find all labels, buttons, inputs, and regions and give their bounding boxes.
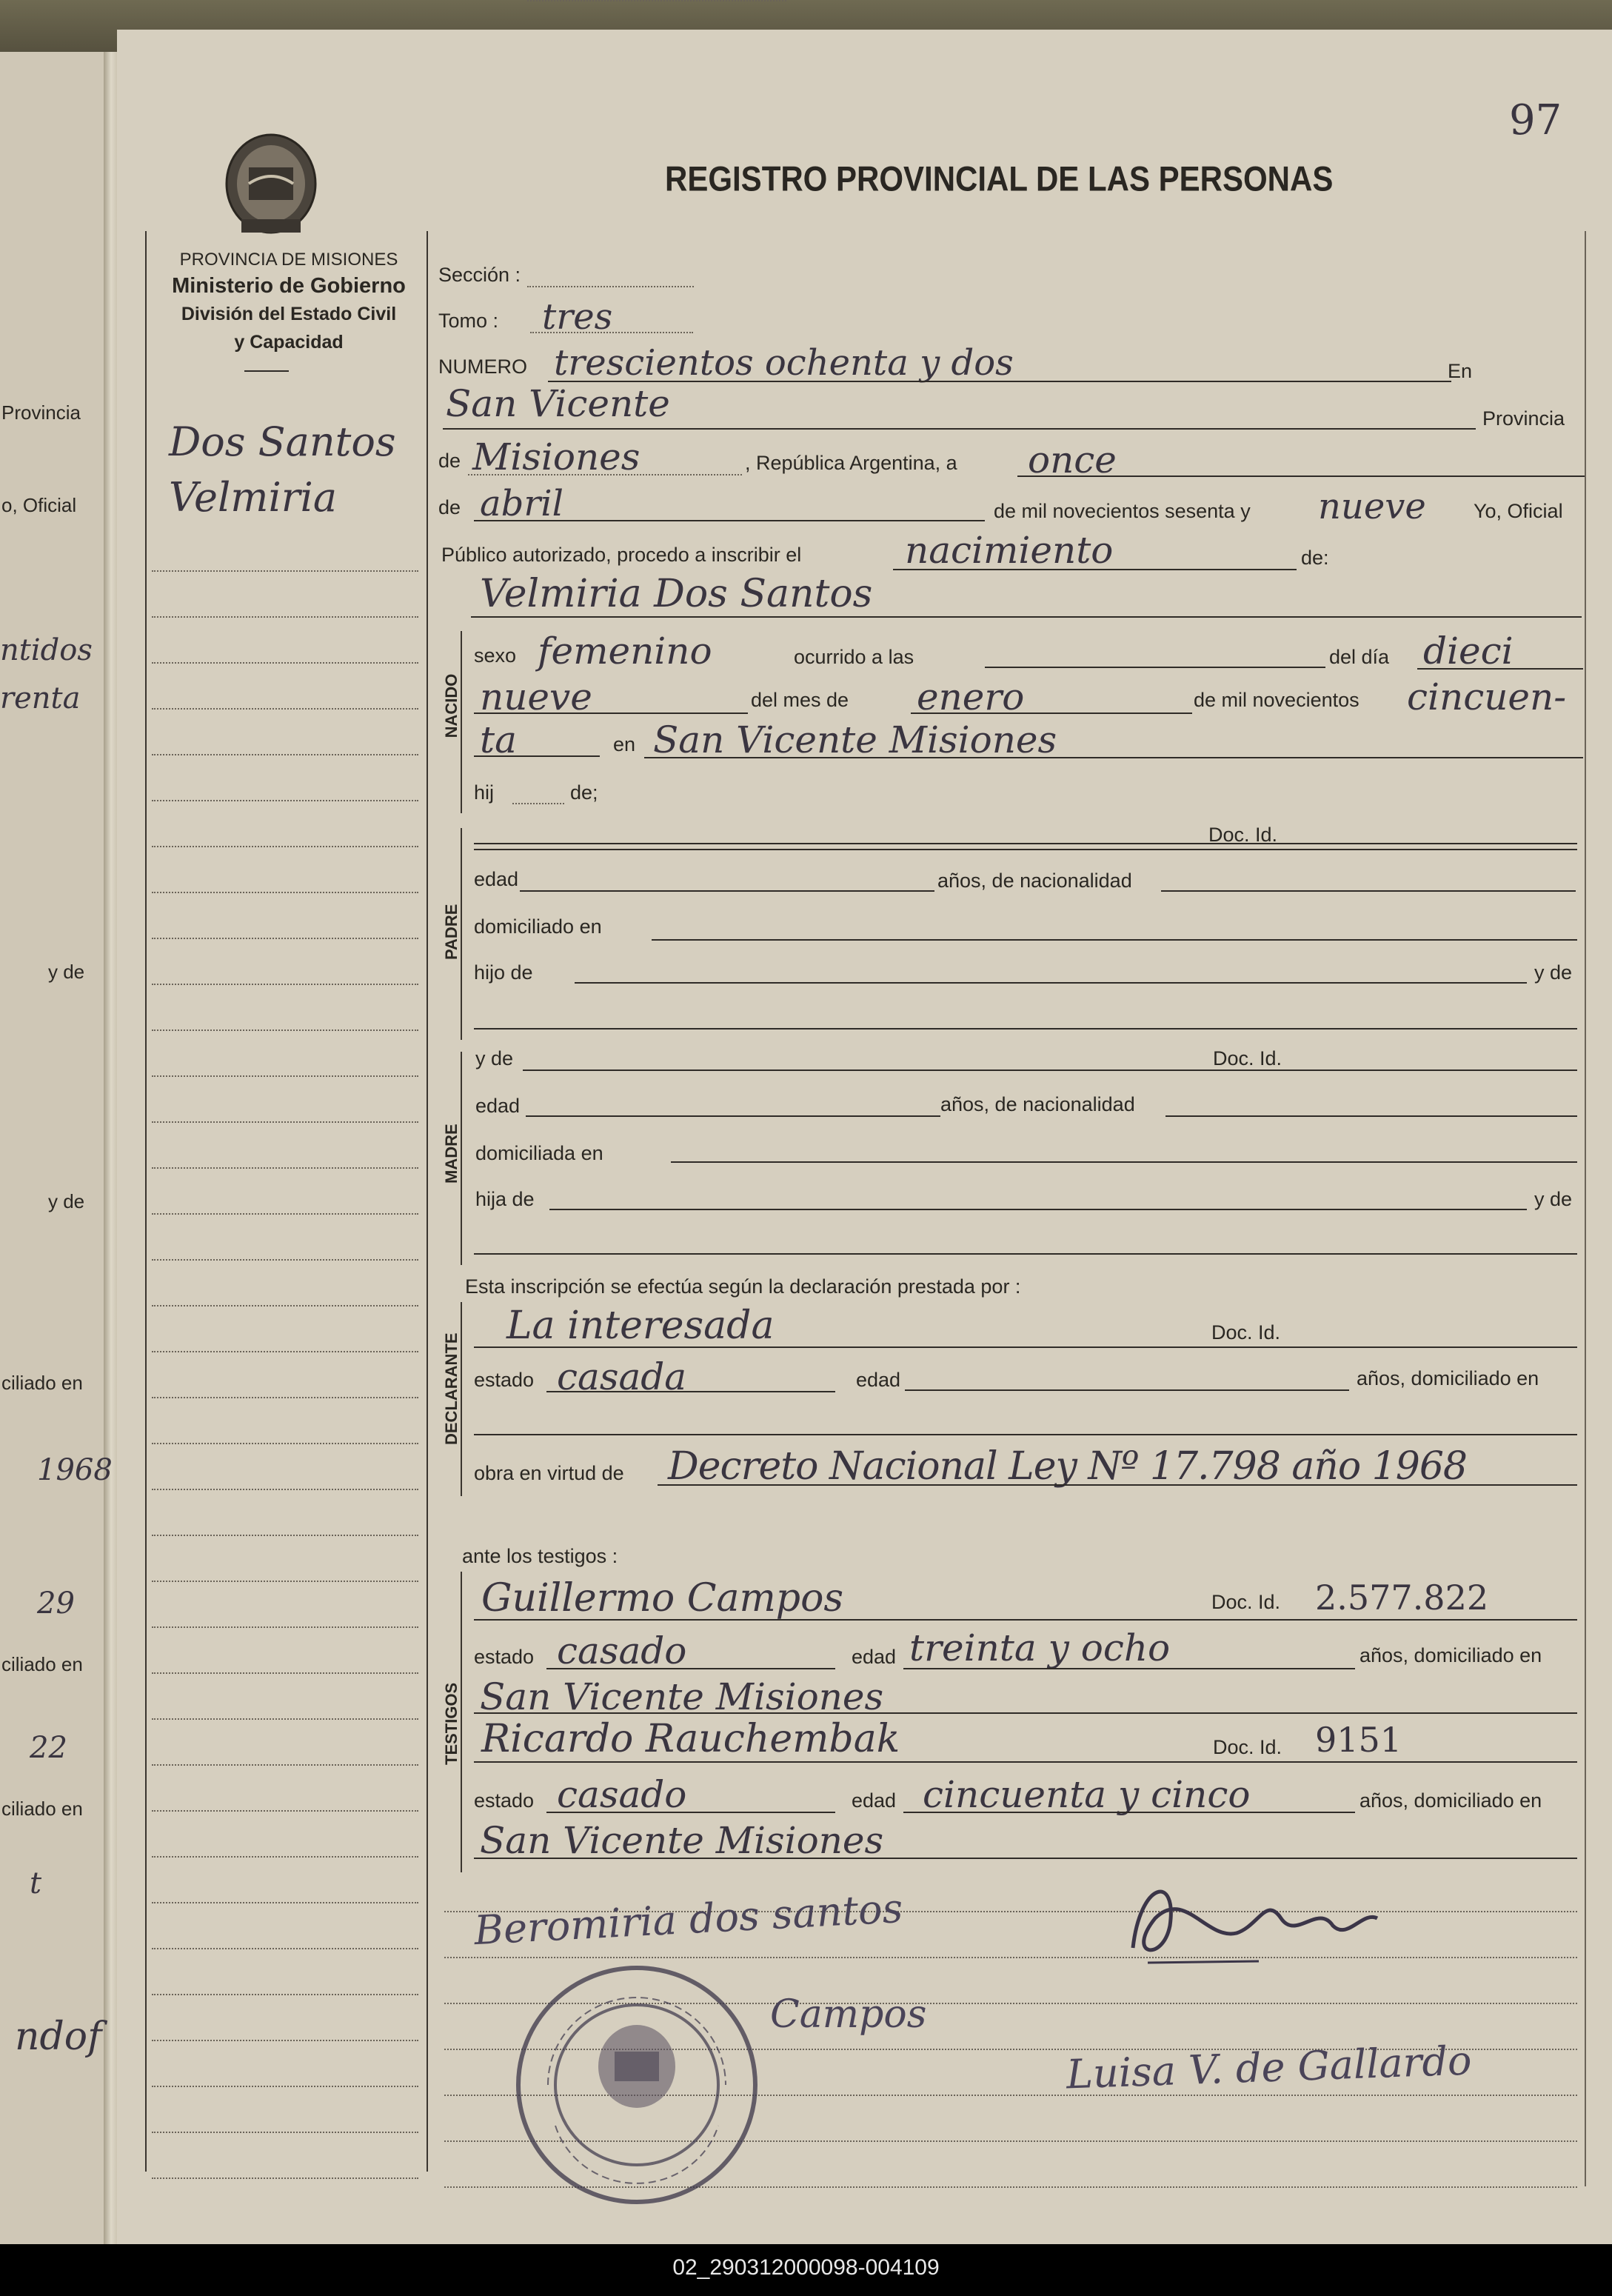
padre-domicilio-label: domiciliado en [474, 915, 602, 938]
de-label: de [438, 450, 461, 472]
margin-ruled-line [152, 1351, 418, 1352]
obra-value: Decreto Nacional Ley Nº 17.798 año 1968 [668, 1444, 1467, 1489]
padre-doc-label: Doc. Id. [1208, 824, 1278, 846]
margin-ruled-line [152, 984, 418, 985]
padre-hijo-line [575, 982, 1527, 984]
padre-domicilio-line [652, 939, 1577, 941]
witness2-estado-line [546, 1812, 835, 1813]
witness1-edad: treinta y ocho [909, 1626, 1171, 1669]
republica-label: , República Argentina, a [745, 452, 957, 474]
left-label-3: y de [48, 961, 85, 983]
hij-de-label: de; [570, 781, 598, 804]
witness1-edad-label: edad [852, 1646, 897, 1668]
witness1-anos-label: años, domiciliado en [1360, 1644, 1542, 1666]
left-handwriting-6: t [30, 1866, 42, 1900]
left-label-2: o, Oficial [1, 494, 77, 516]
margin-ruled-line [152, 800, 418, 801]
declarante-label: DECLARANTE [442, 1332, 461, 1445]
witness1-signature: Campos [770, 1992, 927, 2037]
declarante-doc-label: Doc. Id. [1211, 1321, 1281, 1344]
witness1-domicilio-line [474, 1712, 1577, 1714]
witness2-domicilio: San Vicente Misiones [480, 1819, 884, 1862]
witness2-doc-label: Doc. Id. [1213, 1736, 1282, 1758]
tomo-label: Tomo : [438, 310, 499, 332]
declarante-estado-line [546, 1391, 835, 1392]
madre-domicilio-label: domiciliada en [475, 1142, 603, 1164]
month-line [474, 520, 985, 521]
madre-doc-label: Doc. Id. [1213, 1047, 1282, 1069]
provincia-label: Provincia [1482, 407, 1565, 430]
del-dia-label: del día [1329, 646, 1390, 668]
witness1-estado-label: estado [474, 1646, 535, 1668]
margin-left-rule [145, 231, 147, 2172]
margin-ruled-line [152, 1029, 418, 1031]
nacido-label: NACIDO [442, 673, 461, 738]
ministry-name: Ministerio de Gobierno [172, 274, 406, 298]
witness2-signature-icon [1111, 1866, 1392, 1978]
ocurrido-label: ocurrido a las [794, 646, 914, 668]
obra-label: obra en virtud de [474, 1462, 624, 1484]
margin-ruled-line [152, 2086, 418, 2087]
margin-ruled-line [152, 570, 418, 572]
province-line [468, 474, 742, 475]
madre-hija-line [549, 1209, 1527, 1210]
sexo-label: sexo [474, 644, 517, 667]
madre-y-de2-label: y de [1534, 1188, 1573, 1210]
official-stamp-icon [504, 1955, 770, 2215]
place-line [443, 428, 1476, 430]
witness1-doc-label: Doc. Id. [1211, 1591, 1281, 1613]
obra-line [658, 1484, 1577, 1486]
left-handwriting-5: 22 [30, 1731, 67, 1765]
declarante-edad-line [905, 1389, 1349, 1391]
margin-ruled-line [152, 1856, 418, 1858]
place-value: San Vicente [446, 382, 670, 425]
declarante-estado-label: estado [474, 1369, 535, 1391]
page-number: 97 [1509, 96, 1562, 144]
year-value: nueve [1318, 486, 1426, 527]
margin-ruled-line [152, 1672, 418, 1674]
padre-edad-label: edad [474, 868, 519, 890]
province-name: PROVINCIA DE MISIONES [179, 250, 398, 270]
margin-ruled-line [152, 1259, 418, 1261]
margin-ruled-line [152, 1535, 418, 1536]
madre-name-line [523, 1069, 1577, 1071]
left-handwriting-4: 29 [37, 1586, 75, 1621]
declarante-edad-label: edad [856, 1369, 901, 1391]
birth-year-b-line [474, 755, 600, 757]
birth-day-b: nueve [480, 675, 592, 718]
witness2-estado: casado [557, 1773, 687, 1816]
birth-month-line [911, 713, 1192, 714]
margin-ruled-line [152, 1994, 418, 1995]
letterhead-rule [244, 370, 289, 372]
birth-day-a: dieci [1423, 630, 1514, 673]
margin-ruled-line [152, 708, 418, 710]
margin-ruled-line [152, 754, 418, 755]
padre-name-line [474, 849, 1577, 850]
numero-label: NUMERO [438, 356, 527, 378]
margin-ruled-line [152, 1443, 418, 1444]
birth-month: enero [917, 675, 1025, 718]
witness2-name-line [474, 1761, 1577, 1763]
madre-nac-line [1165, 1115, 1577, 1117]
madre-edad-line [526, 1115, 940, 1117]
padre-y-de-label: y de [1534, 961, 1573, 984]
margin-ruled-line [152, 1397, 418, 1398]
de3-label: de: [1301, 547, 1329, 569]
birth-place-line [644, 757, 1583, 758]
birth-year-b: ta [480, 718, 517, 761]
hour-line [985, 667, 1325, 668]
witness2-name: Ricardo Rauchembak [481, 1717, 900, 1761]
padre-name-top-line [474, 843, 1577, 844]
witness2-edad: cincuenta y cinco [923, 1773, 1251, 1816]
margin-ruled-line [152, 1902, 418, 1903]
witness1-name-line [474, 1619, 1577, 1621]
left-handwriting-3: 1968 [37, 1453, 113, 1487]
declarante-intro: Esta inscripción se efectúa según la declaración prestada por : [465, 1275, 1021, 1298]
left-handwriting-1: ntidos [0, 633, 93, 667]
margin-ruled-line [152, 1121, 418, 1123]
page-right-rule [1585, 231, 1586, 2186]
witness2-anos-label: años, domiciliado en [1360, 1789, 1542, 1812]
hij-label: hij [474, 781, 495, 804]
margin-ruled-line [152, 1167, 418, 1169]
margin-ruled-line [152, 938, 418, 939]
person-name: Velmiria Dos Santos [480, 572, 873, 616]
witness2-edad-line [903, 1812, 1355, 1813]
birth-day-line [1417, 668, 1583, 670]
margin-ruled-line [152, 2177, 418, 2179]
margin-ruled-line [152, 662, 418, 664]
declarante-estado: casada [557, 1355, 687, 1398]
page-title: REGISTRO PROVINCIAL DE LAS PERSONAS [665, 159, 1334, 198]
provincial-crest-icon [219, 130, 323, 240]
officer-signature: Luisa V. de Gallardo [1066, 2037, 1473, 2098]
madre-anos-label: años, de nacionalidad [940, 1093, 1135, 1115]
day-line [1017, 475, 1585, 477]
madre-domicilio-line [671, 1161, 1577, 1163]
testigos-label: TESTIGOS [442, 1682, 461, 1765]
de2-label: de [438, 496, 461, 518]
padre-hijo-label: hijo de [474, 961, 533, 984]
margin-ruled-line [152, 1075, 418, 1077]
madre-label: MADRE [442, 1124, 461, 1184]
margin-ruled-line [152, 1810, 418, 1812]
madre-edad-label: edad [475, 1095, 521, 1117]
province-value: Misiones [472, 435, 641, 478]
declarante-domicilio-line [474, 1434, 1577, 1435]
padre-anos-label: años, de nacionalidad [937, 870, 1132, 892]
witness2-estado-label: estado [474, 1789, 535, 1812]
left-page [0, 52, 111, 2244]
year-text-label: de mil novecientos sesenta y [994, 500, 1251, 522]
numero-line [548, 381, 1451, 382]
person-line [471, 616, 1582, 618]
left-label-4: y de [48, 1190, 85, 1212]
en-birth-label: en [613, 733, 636, 755]
left-label-5: ciliado en [1, 1372, 83, 1394]
margin-ruled-line [152, 1581, 418, 1582]
margin-ruled-line [152, 1626, 418, 1628]
witness2-doc: 9151 [1315, 1720, 1402, 1760]
margin-ruled-line [152, 846, 418, 847]
birth-day-b-line [474, 713, 748, 714]
witness1-edad-line [903, 1668, 1355, 1669]
act-value: nacimiento [905, 529, 1114, 572]
month-value: abril [480, 483, 563, 524]
left-handwriting-2: renta [0, 681, 81, 715]
padre-edad-line [520, 890, 934, 892]
tomo-line [530, 332, 693, 333]
witness1-name: Guillermo Campos [481, 1576, 844, 1621]
left-label-6: ciliado en [1, 1653, 83, 1675]
testigos-intro: ante los testigos : [462, 1545, 618, 1567]
left-label-1: Provincia [1, 401, 81, 424]
numero-value: trescientos ochenta y dos [554, 342, 1014, 384]
tomo-value: tres [542, 296, 613, 338]
padre-label: PADRE [442, 904, 461, 960]
margin-ruled-line [152, 1489, 418, 1490]
margin-ruled-line [152, 616, 418, 618]
left-label-7: ciliado en [1, 1798, 83, 1820]
margin-ruled-line [152, 1305, 418, 1306]
act-line [893, 569, 1297, 570]
margin-ruled-line [152, 892, 418, 893]
left-handwriting-7: ndof [15, 2015, 102, 2059]
oficial-label: Yo, Oficial [1474, 500, 1563, 522]
madre-hija-label: hija de [475, 1188, 535, 1210]
margin-ruled-line [152, 2132, 418, 2133]
sexo-line [527, 0, 786, 1]
padre-extra-line [474, 1028, 1577, 1029]
margin-right-rule [427, 231, 428, 2172]
witness1-estado: casado [557, 1629, 687, 1672]
birth-place: San Vicente Misiones [653, 718, 1057, 761]
margin-ruled-line [152, 1213, 418, 1215]
margin-ruled-line [152, 2040, 418, 2041]
padre-nac-line [1161, 890, 1576, 892]
book-gutter [104, 52, 118, 2244]
declarant-signature: Beromiria dos santos [472, 1884, 904, 1955]
witness1-doc: 2.577.822 [1315, 1578, 1489, 1618]
day-value: once [1028, 438, 1117, 481]
birth-year-a: cincuen- [1407, 675, 1567, 718]
margin-ruled-line [152, 1764, 418, 1766]
image-caption: 02_290312000098-004109 [672, 2255, 940, 2280]
witness2-edad-label: edad [852, 1789, 897, 1812]
del-mes-label: del mes de [751, 689, 849, 711]
de-mil-label: de mil novecientos [1194, 689, 1360, 711]
en-label: En [1448, 360, 1473, 382]
publico-label: Público autorizado, procedo a inscribir el [441, 544, 802, 566]
capacity-name: y Capacidad [234, 332, 344, 353]
seccion-line [527, 286, 694, 287]
margin-given-name: Velmiria [169, 474, 338, 521]
margin-ruled-line [152, 1948, 418, 1949]
margin-surname: Dos Santos [169, 418, 396, 465]
sexo-value: femenino [538, 630, 712, 673]
margin-ruled-line [152, 1718, 418, 1720]
madre-y-de-label: y de [475, 1047, 514, 1069]
declarante-name-line [474, 1346, 1577, 1348]
declarante-anos-label: años, domiciliado en [1357, 1367, 1539, 1389]
declarante-name: La interesada [506, 1304, 775, 1348]
madre-extra-line [474, 1253, 1577, 1255]
division-name: División del Estado Civil [181, 304, 397, 324]
seccion-label: Sección : [438, 264, 521, 286]
hij-line [512, 803, 564, 804]
witness2-domicilio-line [474, 1858, 1577, 1859]
witness1-estado-line [546, 1668, 835, 1669]
witness1-domicilio: San Vicente Misiones [480, 1675, 884, 1718]
